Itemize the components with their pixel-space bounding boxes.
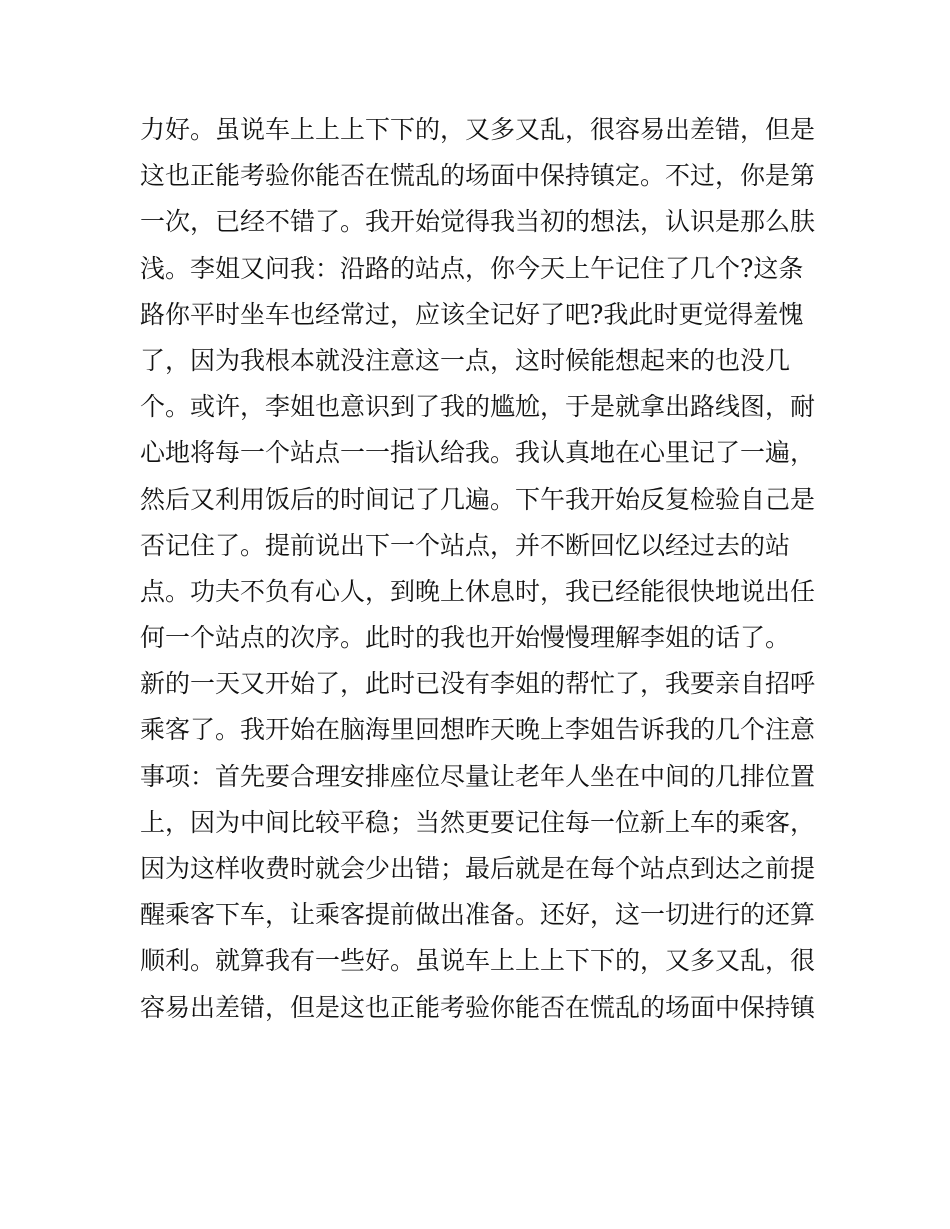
text-line: 新的一天又开始了，此时已没有李姐的帮忙了，我要亲自招呼 (140, 669, 816, 699)
text-line: 路你平时坐车也经常过，应该全记好了吧?我此时更觉得羞愧 (140, 299, 804, 329)
text-line: 容易出差错，但是这也正能考验你能否在慌乱的场面中保持镇 (140, 992, 816, 1022)
text-line: 一次，已经不错了。我开始觉得我当初的想法，认识是那么肤 (140, 207, 816, 237)
text-line: 上，因为中间比较平稳；当然更要记住每一位新上车的乘客， (140, 807, 816, 837)
text-line: 事项：首先要合理安排座位尽量让老年人坐在中间的几排位置 (140, 761, 816, 791)
text-line: 顺利。就算我有一些好。虽说车上上上下下的，又多又乱，很 (140, 946, 816, 976)
text-line: 然后又利用饭后的时间记了几遍。下午我开始反复检验自己是 (140, 484, 816, 514)
text-line: 力好。虽说车上上上下下的，又多又乱，很容易出差错，但是 (140, 115, 816, 144)
text-line: 心地将每一个站点一一指认给我。我认真地在心里记了一遍， (140, 438, 816, 468)
text-line: 个。或许，李姐也意识到了我的尴尬，于是就拿出路线图，耐 (140, 392, 816, 422)
text-line: 醒乘客下车，让乘客提前做出准备。还好，这一切进行的还算 (140, 900, 816, 930)
text-line: 因为这样收费时就会少出错；最后就是在每个站点到达之前提 (140, 854, 816, 883)
text-line: 乘客了。我开始在脑海里回想昨天晚上李姐告诉我的几个注意 (140, 715, 816, 745)
body-text (140, 107, 820, 1031)
text-line: 否记住了。提前说出下一个站点，并不断回忆以经过去的站 (140, 530, 791, 560)
text-line: 浅。李姐又问我：沿路的站点，你今天上午记住了几个?这条 (140, 253, 804, 283)
text-line: 了，因为我根本就没注意这一点，这时候能想起来的也没几 (140, 345, 791, 375)
text-line: 何一个站点的次序。此时的我也开始慢慢理解李姐的话了。 (140, 623, 791, 653)
text-line: 点。功夫不负有心人，到晚上休息时，我已经能很快地说出任 (140, 576, 816, 606)
text-line: 这也正能考验你能否在慌乱的场面中保持镇定。不过，你是第 (140, 161, 816, 191)
